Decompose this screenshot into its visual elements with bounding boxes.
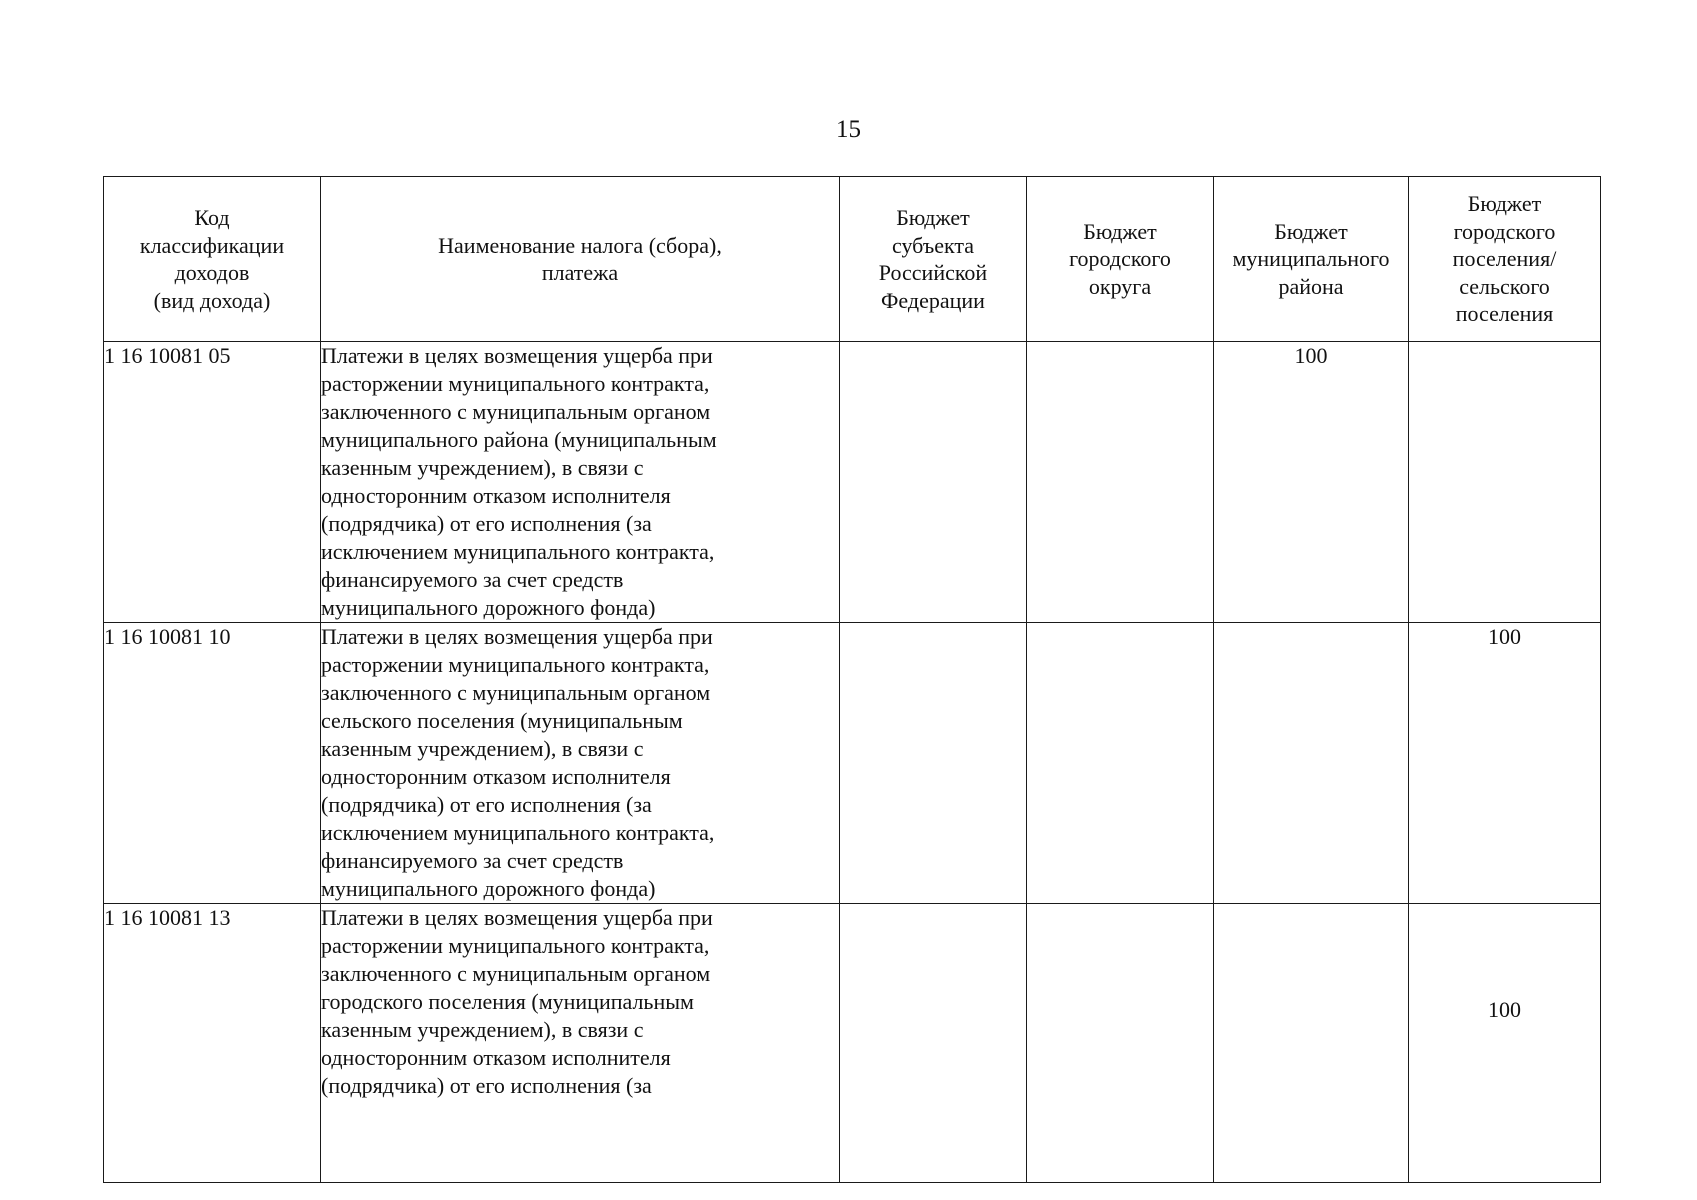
table-header-row bbox=[104, 177, 1601, 342]
text-line: сельского bbox=[1459, 273, 1550, 299]
page-number-text: 15 bbox=[836, 116, 861, 143]
header-settlement-budget bbox=[1409, 177, 1601, 342]
text-line: поселения/ bbox=[1452, 246, 1557, 272]
header-code bbox=[104, 177, 321, 342]
text-line: финансируемого за счет средств bbox=[321, 848, 624, 873]
cell-municipal-district-budget bbox=[1214, 904, 1409, 1183]
text-line: односторонним отказом исполнителя bbox=[321, 1045, 671, 1070]
text-line: Платежи в целях возмещения ущерба при bbox=[321, 343, 713, 368]
text-line: муниципального дорожного фонда) bbox=[321, 876, 656, 901]
cell-settlement-budget bbox=[1409, 342, 1601, 623]
cell-name bbox=[321, 904, 840, 1183]
text-line: (подрядчика) от его исполнения (за bbox=[321, 1073, 652, 1098]
cell-code: 1 16 10081 10 bbox=[104, 623, 321, 904]
text-line: казенным учреждением), в связи с bbox=[321, 1017, 644, 1042]
text-line: исключением муниципального контракта, bbox=[321, 539, 715, 564]
header-subject-budget bbox=[840, 177, 1027, 342]
text-line: (подрядчика) от его исполнения (за bbox=[321, 792, 652, 817]
cell-subject-budget bbox=[840, 623, 1027, 904]
text-line: муниципального района (муниципальным bbox=[321, 427, 717, 452]
text-line: исключением муниципального контракта, bbox=[321, 820, 715, 845]
table-row bbox=[104, 342, 1601, 623]
cell-municipal-district-budget bbox=[1214, 623, 1409, 904]
text-line: муниципального дорожного фонда) bbox=[321, 595, 656, 620]
text-line: сельского поселения (муниципальным bbox=[321, 708, 683, 733]
text-line: Бюджет bbox=[1467, 191, 1542, 217]
text-line: доходов bbox=[174, 260, 250, 285]
text-line: поселения bbox=[1455, 301, 1554, 327]
text-line: Платежи в целях возмещения ущерба при bbox=[321, 624, 713, 649]
text-line: городского bbox=[1453, 218, 1556, 244]
table-row bbox=[104, 623, 1601, 904]
text-line: Бюджет bbox=[1274, 218, 1348, 244]
text-line: Код bbox=[194, 205, 230, 230]
cell-subject-budget bbox=[840, 342, 1027, 623]
text-line: городского поселения (муниципальным bbox=[321, 989, 694, 1014]
text-line: казенным учреждением), в связи с bbox=[321, 736, 644, 761]
text-line: субъекта bbox=[891, 232, 975, 258]
text-line: Бюджет bbox=[896, 205, 970, 230]
text-line: расторжении муниципального контракта, bbox=[321, 933, 710, 958]
cell-name bbox=[321, 342, 840, 623]
revenue-distribution-table bbox=[103, 176, 1601, 1183]
cell-code: 1 16 10081 05 bbox=[104, 342, 321, 623]
text-line: финансируемого за счет средств bbox=[321, 567, 624, 592]
cell-settlement-budget: 100 bbox=[1409, 904, 1601, 1183]
page-number bbox=[0, 116, 1697, 144]
text-line: Наименование налога (сбора), bbox=[438, 232, 722, 258]
header-name bbox=[321, 177, 840, 342]
text-line: заключенного с муниципальным органом bbox=[321, 680, 711, 705]
header-municipal-district-budget bbox=[1214, 177, 1409, 342]
text-line: расторжении муниципального контракта, bbox=[321, 652, 710, 677]
cell-city-district-budget bbox=[1027, 904, 1214, 1183]
header-city-district-budget bbox=[1027, 177, 1214, 342]
table-row bbox=[104, 904, 1601, 1183]
text-line: (вид дохода) bbox=[153, 287, 271, 313]
text-line: Федерации bbox=[881, 287, 985, 313]
text-line: Российской bbox=[878, 260, 988, 285]
cell-city-district-budget bbox=[1027, 342, 1214, 623]
text-line: расторжении муниципального контракта, bbox=[321, 371, 710, 396]
text-line: казенным учреждением), в связи с bbox=[321, 455, 644, 480]
text-line: заключенного с муниципальным органом bbox=[321, 961, 711, 986]
text-line: округа bbox=[1088, 273, 1152, 299]
text-line: Бюджет bbox=[1083, 218, 1157, 244]
text-line: односторонним отказом исполнителя bbox=[321, 764, 671, 789]
cell-code: 1 16 10081 13 bbox=[104, 904, 321, 1183]
cell-settlement-budget: 100 bbox=[1409, 623, 1601, 904]
text-line: классификации bbox=[139, 232, 285, 258]
text-line: Платежи в целях возмещения ущерба при bbox=[321, 905, 713, 930]
cell-municipal-district-budget: 100 bbox=[1214, 342, 1409, 623]
text-line: муниципального bbox=[1232, 246, 1390, 272]
cell-name bbox=[321, 623, 840, 904]
text-line: платежа bbox=[541, 260, 619, 285]
text-line: односторонним отказом исполнителя bbox=[321, 483, 671, 508]
text-line: района bbox=[1278, 273, 1344, 299]
text-line: городского bbox=[1069, 246, 1171, 272]
cell-subject-budget bbox=[840, 904, 1027, 1183]
text-line: заключенного с муниципальным органом bbox=[321, 399, 711, 424]
cell-city-district-budget bbox=[1027, 623, 1214, 904]
text-line: (подрядчика) от его исполнения (за bbox=[321, 511, 652, 536]
